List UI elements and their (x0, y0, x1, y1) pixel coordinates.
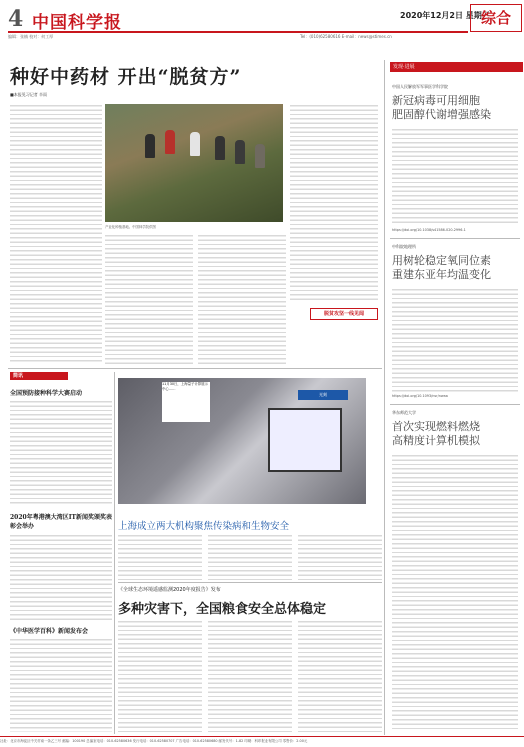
right-divider (390, 404, 520, 405)
newspaper-logo: 中国科学报 (32, 13, 122, 33)
lead-photo-caption: 产业化种植基地。中国林学院供图 (105, 225, 156, 229)
brief-item-title: 2020年粤港澳大湾区IT新闻奖颁奖表彰会举办 (10, 514, 112, 530)
masthead-rule (8, 31, 468, 33)
right-section-banner: 发现·进展 (390, 62, 523, 72)
brief-item-title: 《中华医学百科》新闻发布会 (10, 628, 89, 635)
lead-text-column-4 (290, 102, 378, 302)
right1-source: 中国人民解放军军事医学科学院 (392, 84, 448, 89)
lead-text-column-2 (105, 232, 193, 364)
lead-byline: ■本报见习记者 辛雨 (10, 92, 48, 97)
editor-line: 编辑：张楠 校对：何工厚 (8, 34, 54, 39)
column-divider (384, 60, 385, 735)
section-divider (8, 368, 382, 369)
right2-source: 中科院地理所 (392, 244, 416, 249)
quantum-photo (118, 378, 366, 504)
lead-text-column-3 (198, 232, 286, 364)
section-badge: 综合 (470, 4, 522, 32)
lead-photo (105, 104, 283, 222)
right1-doi: https://doi.org/10.1038/s41586-020-2996-1 (392, 228, 466, 232)
right2-doi: https://doi.org/10.1093/nsr/nwaa (392, 394, 448, 398)
brief-item-body (10, 398, 112, 506)
brief-item-body (10, 636, 112, 732)
right1-title-line-1: 新冠病毒可用细胞 (392, 94, 480, 107)
right3-title-line-1: 首次实现燃料燃烧 (392, 420, 480, 433)
column-divider (114, 372, 115, 734)
person-figure (255, 144, 265, 168)
right3-title-line-2: 高精度计算机模拟 (392, 434, 480, 447)
right3-body (392, 452, 518, 732)
brief-item-title: 全国预防接种科学大赛启动 (10, 390, 83, 397)
mid2-title: 多种灾害下，全国粮食安全总体稳定 (118, 602, 327, 617)
brief-section-banner: 简讯 (10, 372, 68, 380)
right2-title-line-2: 重建东亚年均温变化 (392, 268, 491, 281)
lead-headline: 种好中药材 开出“脱贫方” (10, 66, 242, 88)
mid-article-title: 上海成立两大机构聚焦传染病和生物安全 (118, 521, 290, 532)
right-divider (390, 238, 520, 239)
right2-body (392, 286, 518, 392)
display-screen (268, 408, 342, 472)
person-figure (165, 130, 175, 154)
person-figure (145, 134, 155, 158)
mid2-body (118, 618, 382, 732)
masthead (0, 0, 524, 40)
person-figure (190, 132, 200, 156)
brief-item-body (10, 532, 112, 622)
right2-title-line-1: 用树轮稳定氧同位素 (392, 254, 491, 267)
person-figure (215, 136, 225, 160)
quantum-photo-caption: 11月30日，上海量子计算展示中心…… (162, 382, 210, 422)
issue-date: 2020年12月2日 星期三 (400, 11, 490, 20)
contact-line: Tel：(010)62580616 E-mail：news@stimes.cn (300, 34, 392, 39)
mid-article-body (118, 532, 382, 580)
right3-source: 华东师范大学 (392, 410, 416, 415)
brand-sign: 光刻 (298, 390, 348, 400)
right1-title-line-2: 肥固醇代谢增强感染 (392, 108, 491, 121)
person-figure (235, 140, 245, 164)
mid2-subtitle: 《全球生态环境遥感监测2020年度报告》发布 (118, 587, 221, 593)
right1-body (392, 126, 518, 226)
pullquote-box: 脱贫攻坚一线见闻 (310, 308, 378, 320)
page-footer: 社址：北京市海淀区中关村南一条乙三号 邮编：100190 总编室电话：010-62580636 发行电话：010-62580707 广告电话：010-62580680 邮发代号：1-82 印刷：科印报业有限公司 零售价：2.00元 (0, 736, 524, 743)
section-divider (118, 582, 382, 583)
lead-text-column-1 (10, 102, 102, 364)
page-number: 4 (8, 6, 24, 32)
